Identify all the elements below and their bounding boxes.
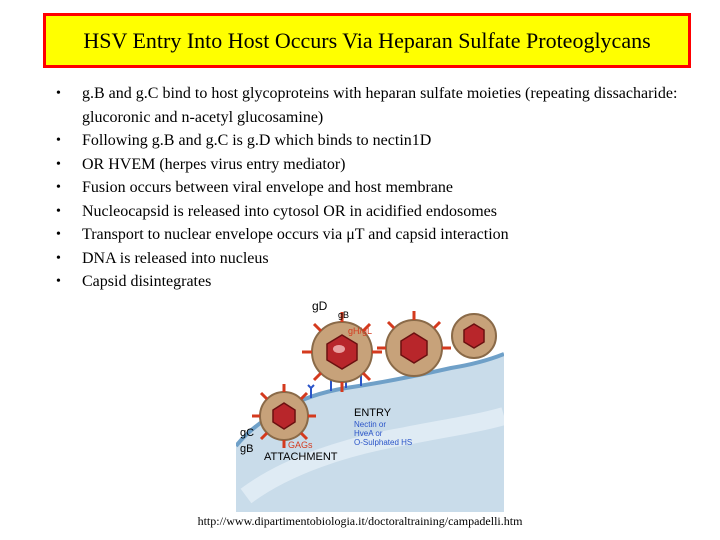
- virion-attachment: [252, 384, 316, 448]
- bullet-item: [52, 247, 692, 271]
- bullet-dot: •: [56, 227, 61, 242]
- bullet-dot: •: [56, 274, 61, 289]
- label-gags: GAGs: [288, 440, 313, 450]
- label-gC: gC: [240, 427, 255, 439]
- bullet-text: Following g.B and g.C is g.D which binds to nectin1D: [82, 132, 432, 149]
- bullet-text: OR HVEM (herpes virus entry mediator): [82, 155, 346, 173]
- bullet-text: g.B and g.C bind to host glycoproteins with heparan sulfate moieties (repeating dissacharide: glucoronic and n-acetyl glucosamine): [82, 85, 678, 126]
- label-entry-detail-2: HveA or: [354, 429, 383, 438]
- bullet-dot: •: [56, 250, 61, 266]
- hsv-entry-illustration: [236, 296, 504, 512]
- bullet-item: [52, 82, 692, 129]
- bullet-dot: •: [56, 180, 61, 195]
- capsid: [464, 324, 484, 348]
- bullet-item: [52, 129, 692, 153]
- bullet-text: Fusion occurs between viral envelope and host membrane: [82, 179, 453, 196]
- source-url: http://www.dipartimentobiologia.it/doctoraltraining/campadelli.htm: [197, 514, 523, 528]
- label-gB: gB: [240, 443, 254, 455]
- bullet-list: [52, 82, 692, 294]
- bullet-item: [52, 200, 692, 224]
- label-entry: ENTRY: [354, 407, 392, 419]
- virion-internalized: [452, 314, 496, 358]
- bullet-dot: •: [56, 133, 61, 148]
- bullet-item: [52, 270, 692, 294]
- bullet-item: [52, 153, 692, 177]
- label-entry-detail-1: Nectin or: [354, 420, 387, 429]
- label-gD: gD: [312, 299, 328, 313]
- label-entry-detail-3: O-Sulphated HS: [354, 438, 413, 447]
- hsv-entry-diagram: [236, 296, 504, 512]
- bullet-text: Transport to nuclear envelope occurs via μT and capsid interaction: [82, 226, 509, 243]
- bullet-item: [52, 223, 692, 247]
- label-gH-gL: gH/gL: [348, 326, 373, 336]
- bullet-item: [52, 176, 692, 200]
- virion-fusion: [377, 311, 451, 376]
- bullet-text: DNA is released into nucleus: [82, 249, 269, 267]
- virion-binding: [302, 312, 382, 392]
- slide-title-text: HSV Entry Into Host Occurs Via Heparan Sulfate Proteoglycans: [83, 27, 651, 53]
- bullet-dot: •: [56, 156, 61, 172]
- bullet-text: Capsid disintegrates: [82, 273, 212, 290]
- bullet-dot: •: [56, 203, 61, 219]
- bullet-dot: •: [56, 86, 61, 101]
- slide-title: [43, 13, 691, 68]
- label-attachment: ATTACHMENT: [264, 451, 338, 463]
- bullet-text: Nucleocapsid is released into cytosol OR in acidified endosomes: [82, 202, 498, 220]
- label-gB-top: gB: [338, 310, 350, 320]
